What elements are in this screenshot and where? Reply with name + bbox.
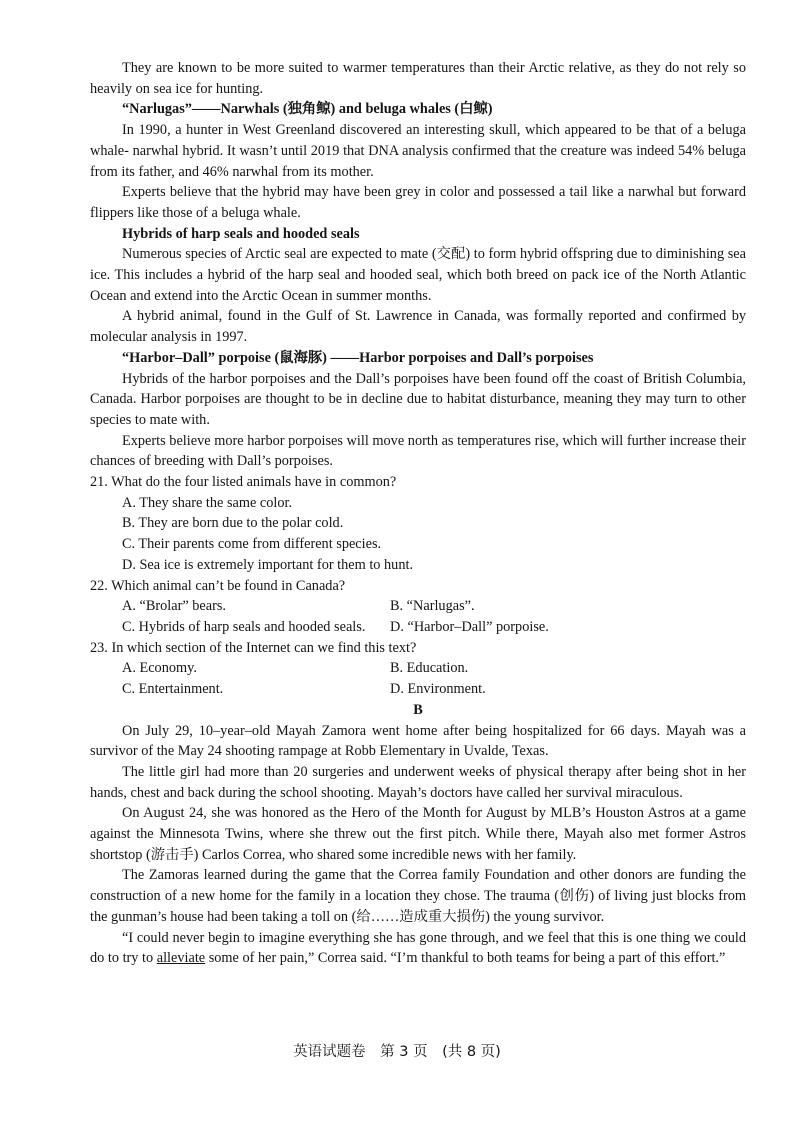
question-22-option-b: B. “Narlugas”. [390,598,475,615]
question-22-options-row-2 [90,617,746,638]
question-23-stem: 23. In which section of the Internet can we find this text? [90,639,417,656]
question-22-options-row-1 [90,596,746,617]
paragraph-porpoise-2: Experts believe more harbor porpoises will move north as temperatures rise, which will further increase their chances of breeding with Dall’s porpoises. [90,432,746,470]
paragraph-b-5-start: “I could never begin to imagine everything she has gone through, and we feel that this is one thing we could do to try to [90,929,746,967]
underlined-word-alleviate: alleviate [156,950,206,967]
page-footer: 英语试题卷 第 3 页 (共 8 页) [293,1044,501,1060]
question-22-option-a: A. “Brolar” bears. [122,598,227,615]
question-23-option-b: B. Education. [390,660,469,677]
paragraph-b-4: The Zamoras learned during the game that the Correa family Foundation and other donors are funding the construction of a new home for the family in a location they chose. The trauma (创伤) of living just blocks from the gunman’s house had been taking a toll on (给……造成重大损伤) the young survivor. [90,867,746,925]
paragraph-narlugas-1: In 1990, a hunter in West Greenland discovered an interesting skull, which appeared to be that of a beluga whale- narwhal hybrid. It wasn’t until 2019 that DNA analysis confirmed that the creature was indeed 54% beluga from its father, and 46% narwhal from its mother. [90,122,746,180]
paragraph-narlugas-2: Experts believe that the hybrid may have been grey in color and possessed a tail like a narwhal but forward flippers like those of a beluga whale. [90,184,746,221]
paragraph-b-2: The little girl had more than 20 surgeries and underwent weeks of physical therapy after being shot in her hands, chest and back during the school shooting. Mayah’s doctors have called her survival miraculous. [90,763,746,801]
paragraph-b-5 [90,928,746,969]
paragraph-porpoise-1: Hybrids of the harbor porpoises and the Dall’s porpoises have been found off the coast of British Columbia, Canada. Harbor porpoises are thought to be in decline due to habitat disturbance, meaning they may turn to other species to mate with. [90,370,746,428]
question-23-options-row-1 [90,658,746,679]
heading-narlugas: “Narlugas”——Narwhals (独角鲸) and beluga whales (白鲸) [122,101,493,118]
question-21-option-c: C. Their parents come from different species. [122,536,382,553]
paragraph-b-5-end: some of her pain,” Correa said. “I’m thankful to both teams for being a part of this effort.” [205,950,726,967]
heading-porpoise: “Harbor–Dall” porpoise (鼠海豚) ——Harbor porpoises and Dall’s porpoises [122,349,594,366]
paragraph-b-3: On August 24, she was honored as the Hero of the Month for August by MLB’s Houston Astros at a game against the Minnesota Twins, where she threw out the first pitch. While there, Mayah also met former Astros shortstop (游击手) Carlos Correa, who shared some incredible news with her family. [90,805,746,863]
question-23-option-d: D. Environment. [390,681,486,698]
question-22-option-c: C. Hybrids of harp seals and hooded seals. [122,618,366,635]
section-letter-b: B [413,701,423,718]
question-21-option-b: B. They are born due to the polar cold. [122,515,344,532]
heading-seals: Hybrids of harp seals and hooded seals [122,225,360,242]
question-21-option-d: D. Sea ice is extremely important for them to hunt. [122,556,414,573]
paragraph-intro: They are known to be more suited to warmer temperatures than their Arctic relative, as they do not rely so heavily on sea ice for hunting. [90,60,746,97]
question-21-option-a: A. They share the same color. [122,494,293,511]
page-content [90,58,746,969]
question-23-options-row-2 [90,679,746,700]
paragraph-seals-1: Numerous species of Arctic seal are expected to mate (交配) to form hybrid offspring due to diminishing sea ice. This includes a hybrid of the harp seal and hooded seal, which both breed on pack ice of the North Atlantic Ocean and extend into the Arctic Ocean in summer months. [90,246,746,304]
paragraph-seals-2: A hybrid animal, found in the Gulf of St. Lawrence in Canada, was formally reported and confirmed by molecular analysis in 1997. [90,308,746,346]
question-22-option-d: D. “Harbor–Dall” porpoise. [390,618,549,635]
question-23-option-a: A. Economy. [122,660,197,677]
question-21-stem: 21. What do the four listed animals have in common? [90,474,397,491]
question-23-option-c: C. Entertainment. [122,681,224,698]
question-22-stem: 22. Which animal can’t be found in Canada? [90,577,346,594]
paragraph-b-1: On July 29, 10–year–old Mayah Zamora went home after being hospitalized for 66 days. Mayah was a survivor of the May 24 shooting rampage at Robb Elementary in Uvalde, Texas. [90,722,746,760]
